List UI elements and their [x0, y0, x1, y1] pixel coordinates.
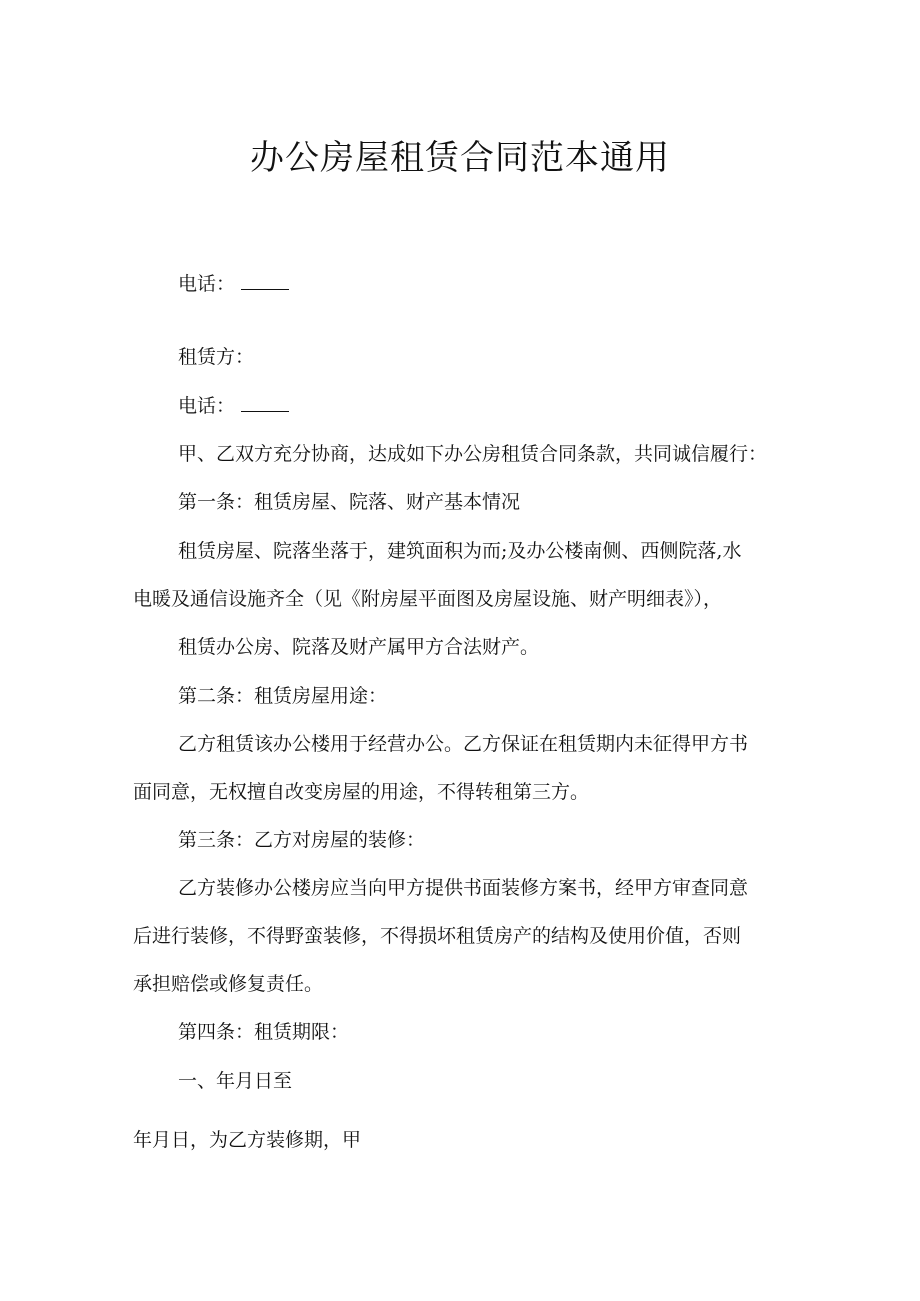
phone-line-2: [178, 393, 289, 419]
phone-blank: [241, 273, 289, 290]
article3-paragraph-line: 后进行装修，不得野蛮装修，不得损坏租赁房产的结构及使用价值，否则: [133, 925, 742, 947]
phone-blank: [241, 395, 289, 412]
phone-label: 电话：: [178, 273, 236, 295]
phone-line-1: [178, 271, 289, 297]
article3-heading: 第三条：乙方对房屋的装修：: [178, 829, 426, 851]
document-title: 办公房屋租赁合同范本通用: [250, 138, 670, 178]
article3-paragraph-line: 承担赔偿或修复责任。: [133, 973, 324, 995]
lessee-line: 租赁方：: [178, 346, 255, 368]
article2-heading: 第二条：租赁房屋用途：: [178, 685, 388, 707]
article3-paragraph-line: 乙方装修办公楼房应当向甲方提供书面装修方案书，经甲方审查同意: [178, 877, 749, 899]
article1-heading: 第一条：租赁房屋、院落、财产基本情况: [178, 491, 521, 513]
article4-item: 一、年月日至: [178, 1070, 293, 1092]
intro-paragraph: 甲、乙双方充分协商，达成如下办公房租赁合同条款，共同诚信履行：: [178, 443, 768, 465]
article4-item-continuation: 年月日，为乙方装修期，甲: [133, 1129, 362, 1151]
article2-paragraph-line: 乙方租赁该办公楼用于经营办公。乙方保证在租赁期内未征得甲方书: [178, 733, 749, 755]
article1-paragraph-2: 租赁办公房、院落及财产属甲方合法财产。: [178, 636, 540, 658]
article4-heading: 第四条：租赁期限：: [178, 1021, 350, 1043]
article1-paragraph-line: 电暖及通信设施齐全（见《附房屋平面图及房屋设施、财产明细表》），: [133, 588, 723, 610]
article2-paragraph-line: 面同意，无权擅自改变房屋的用途，不得转租第三方。: [133, 781, 590, 803]
phone-label: 电话：: [178, 395, 236, 417]
article1-paragraph-line: 租赁房屋、院落坐落于，建筑面积为而;及办公楼南侧、西侧院落,水: [178, 540, 742, 562]
